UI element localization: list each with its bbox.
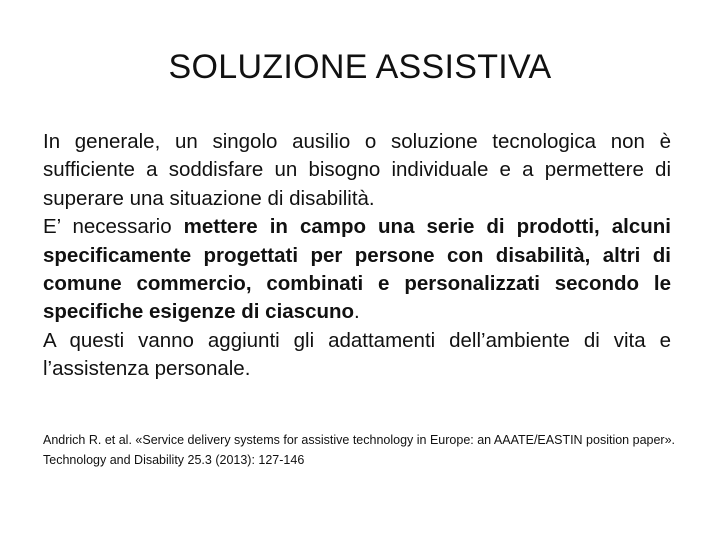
paragraph-necessity-suffix: .	[354, 300, 360, 324]
paragraph-necessity-prefix: E’ necessario	[43, 215, 184, 239]
paragraph-general: In generale, un singolo ausilio o soluzione tecnologica non è sufficiente a soddisfare un bisogno individuale e a permettere di superare una situazione di disabilità.	[43, 130, 671, 210]
slide-body	[43, 128, 671, 384]
citation: Andrich R. et al. «Service delivery systems for assistive technology in Europe: an AAATE/EASTIN position paper». Technology and Disability 25.3 (2013): 127-146	[43, 433, 676, 467]
paragraph-necessity-bold: mettere in campo una serie di prodotti, alcuni specificamente progettati per persone con disabilità, altri di comune commercio, combinati e personalizzati secondo le specifiche esigenze di ciascuno	[43, 215, 671, 324]
slide-title: SOLUZIONE ASSISTIVA	[168, 48, 552, 86]
paragraph-necessity	[43, 213, 671, 327]
paragraph-adaptations: A questi vanno aggiunti gli adattamenti dell’ambiente di vita e l’assistenza personale.	[43, 328, 671, 381]
